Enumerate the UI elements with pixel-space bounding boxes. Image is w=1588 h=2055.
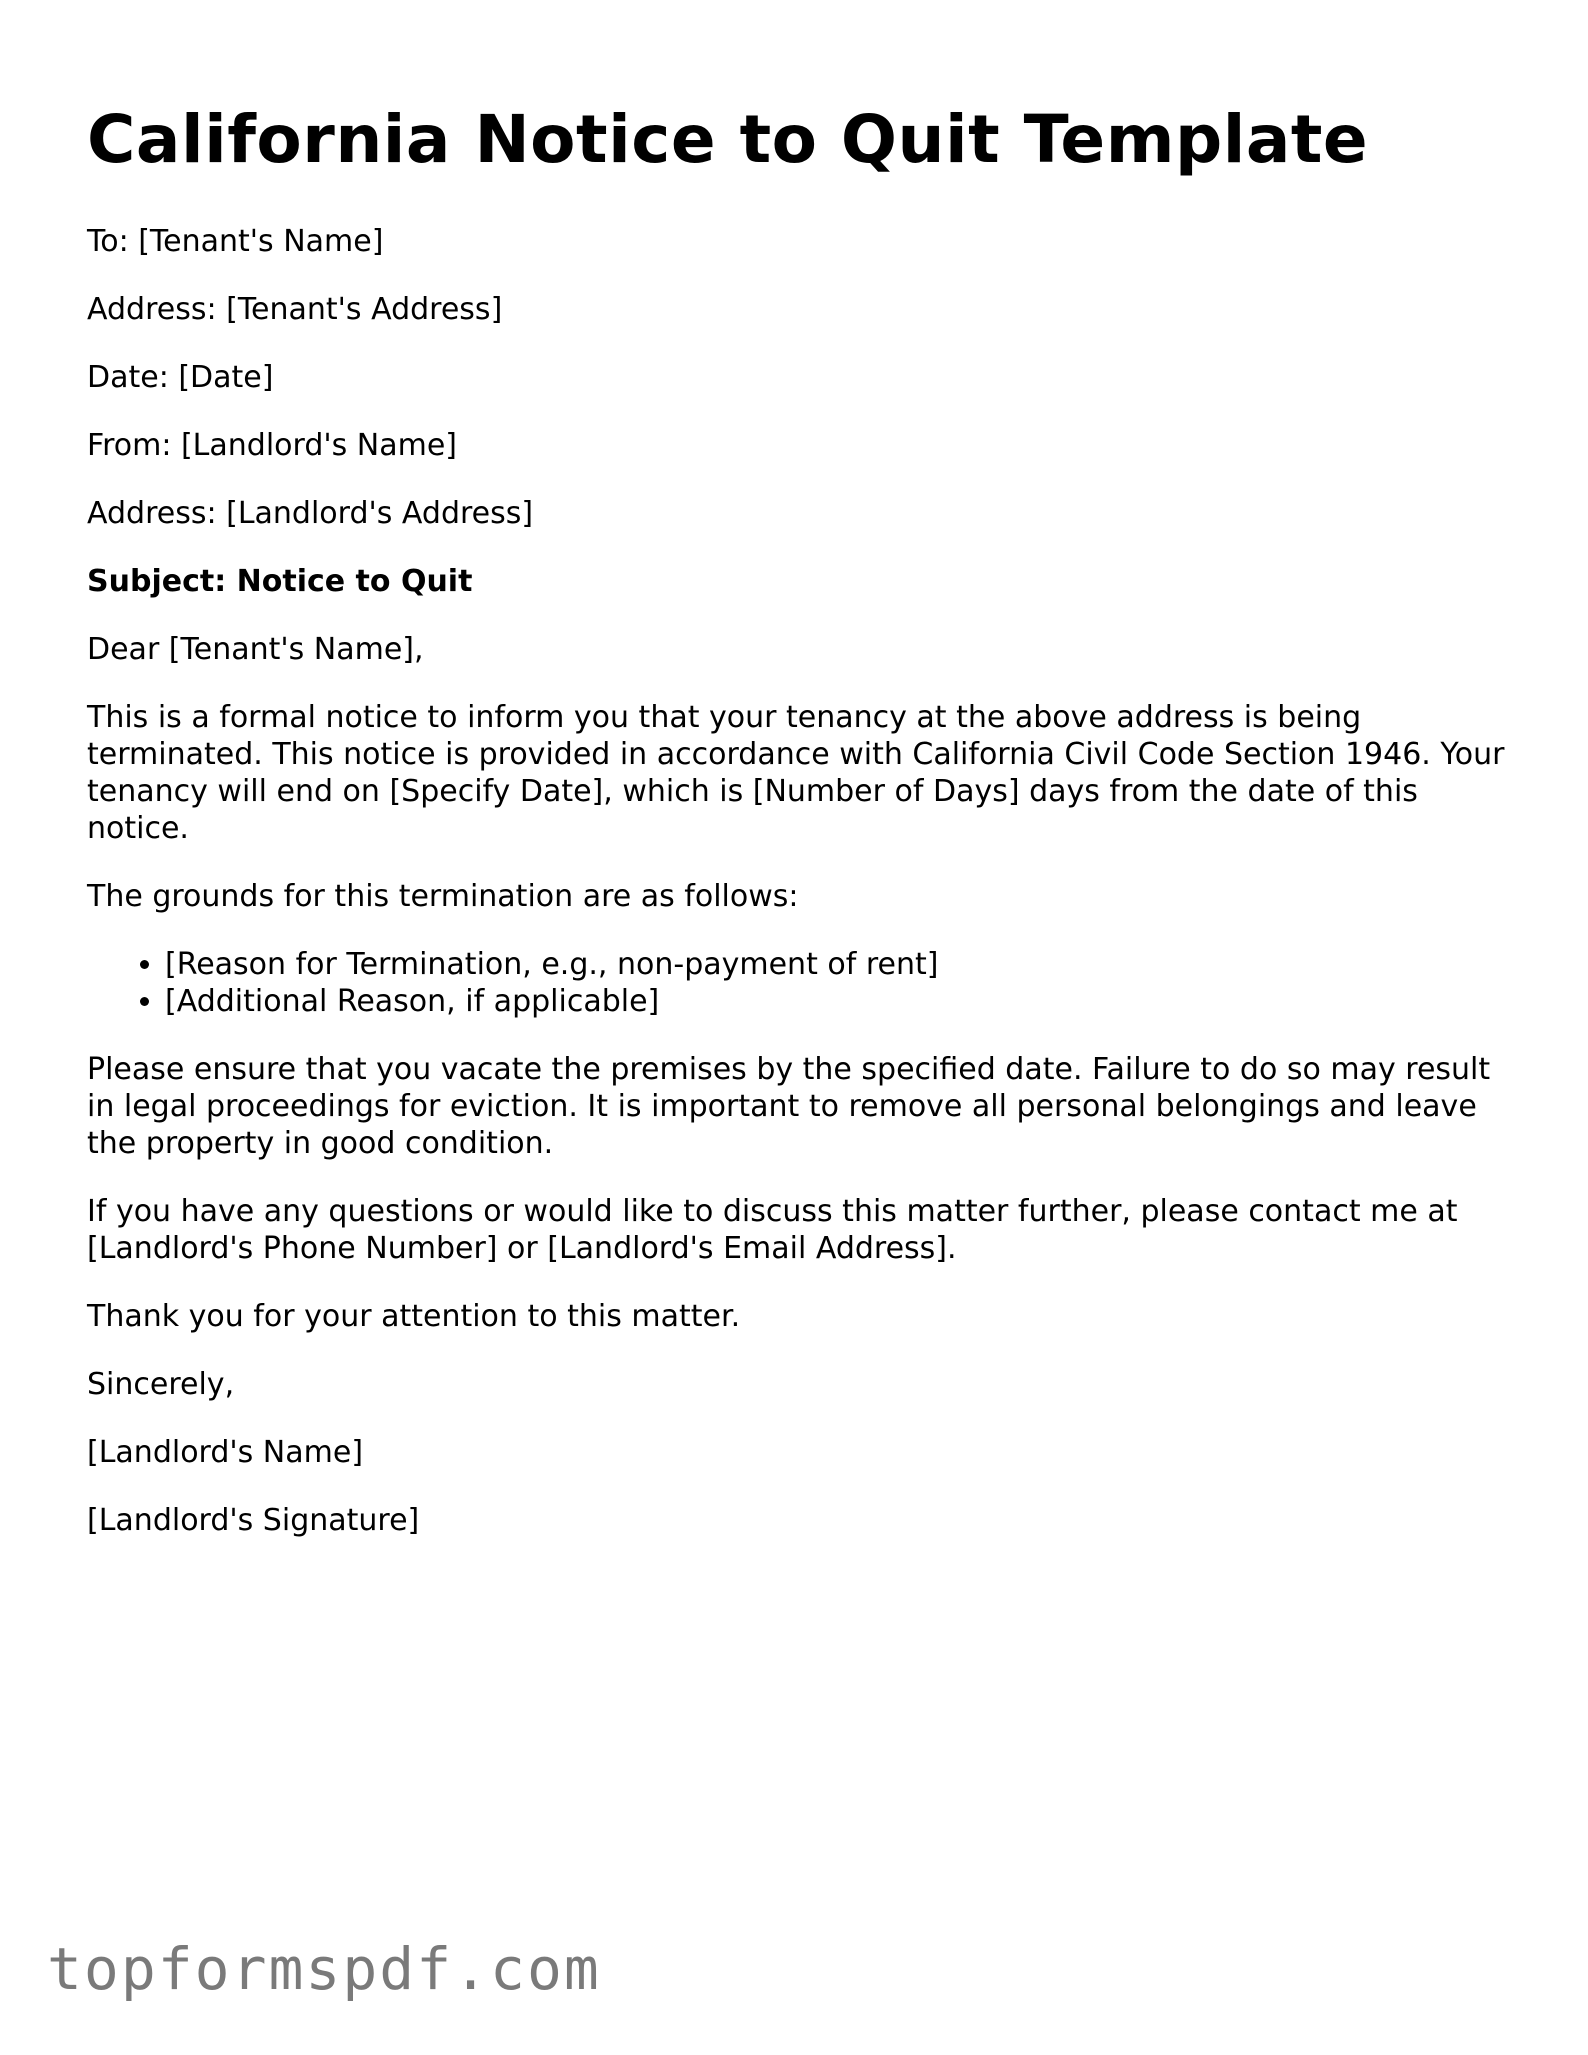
document-page bbox=[87, 100, 1507, 1570]
reasons-list bbox=[87, 946, 1507, 1020]
termination-paragraph: This is a formal notice to inform you that your tenancy at the above address is being terminated. This notice is provided in accordance with California Civil Code Section 1946. Your tenancy will end on [Specify Date], which is [Number of Days] days from the date of this notice. bbox=[87, 700, 1505, 847]
signer-name: [Landlord's Name] bbox=[87, 1435, 364, 1471]
subject-line: Subject: Notice to Quit bbox=[87, 564, 473, 600]
list-item: • [Additional Reason, if applicable] bbox=[165, 983, 1507, 1020]
page-title: California Notice to Quit Template bbox=[87, 101, 1369, 178]
signer-signature: [Landlord's Signature] bbox=[87, 1503, 420, 1539]
vacate-paragraph: Please ensure that you vacate the premises by the specified date. Failure to do so may result in legal proceedings for eviction. It is important to remove all personal belongings and leave the property in good condition. bbox=[87, 1052, 1491, 1162]
watermark-text: topformspdf.com bbox=[47, 1935, 601, 2003]
contact-paragraph: If you have any questions or would like to discuss this matter further, please contact me at [Landlord's Phone Number] or [Landlord's Email Address]. bbox=[87, 1194, 1458, 1267]
grounds-intro: The grounds for this termination are as follows: bbox=[87, 879, 799, 915]
landlord-address-line: Address: [Landlord's Address] bbox=[87, 496, 534, 532]
tenant-address-line: Address: [Tenant's Address] bbox=[87, 292, 503, 328]
salutation: Dear [Tenant's Name], bbox=[87, 632, 424, 668]
date-line: Date: [Date] bbox=[87, 360, 274, 396]
closing-line: Sincerely, bbox=[87, 1367, 235, 1403]
thanks-line: Thank you for your attention to this matter. bbox=[87, 1299, 741, 1335]
list-item: • [Reason for Termination, e.g., non-payment of rent] bbox=[165, 946, 1507, 983]
from-line: From: [Landlord's Name] bbox=[87, 428, 457, 464]
to-line: To: [Tenant's Name] bbox=[87, 224, 384, 260]
